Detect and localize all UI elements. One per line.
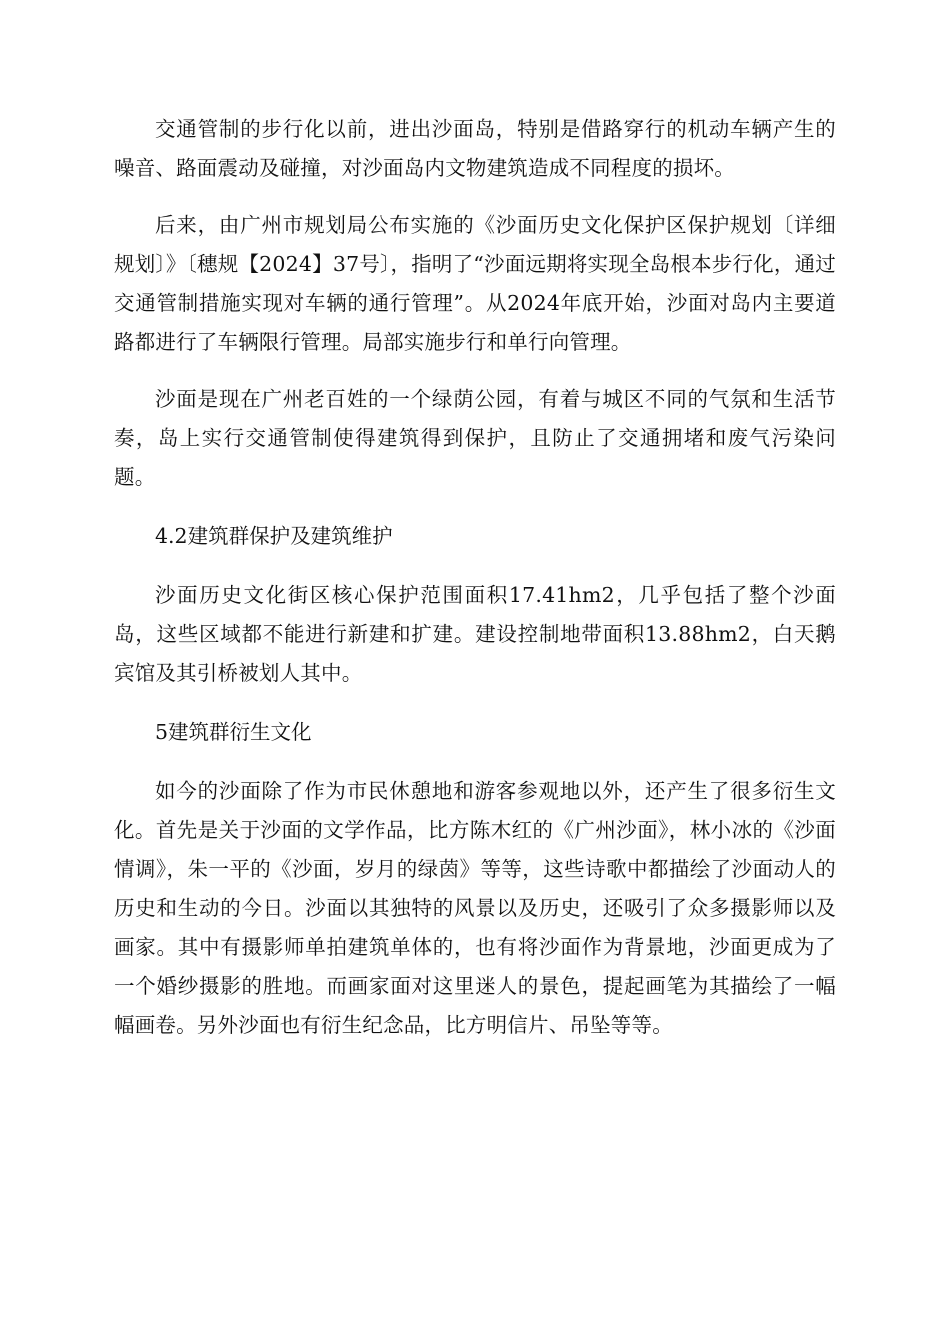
section-heading-5: 5建筑群衍生文化	[155, 720, 312, 744]
paragraph-protection-area: 沙面历史文化街区核心保护范围面积17.41hm2，几乎包括了整个沙面岛，这些区域都不能进行新建和扩建。建设控制地带面积13.88hm2，白天鹅宾馆及其引桥被划人其中。	[114, 583, 836, 685]
paragraph-derived-culture: 如今的沙面除了作为市民休憩地和游客参观地以外，还产生了很多衍生文化。首先是关于沙面的文学作品，比方陈木红的《广州沙面》，林小冰的《沙面情调》，朱一平的《沙面，岁月的绿茵》等等，这些诗歌中都描绘了沙面动人的历史和生动的今日。沙面以其独特的风景以及历史，还吸引了众多摄影师以及画家。其中有摄影师单拍建筑单体的，也有将沙面作为背景地，沙面更成为了一个婚纱摄影的胜地。而画家面对这里迷人的景色，提起画笔为其描绘了一幅幅画卷。另外沙面也有衍生纪念品，比方明信片、吊坠等等。	[114, 779, 836, 1037]
section-heading-4-2: 4.2建筑群保护及建筑维护	[155, 524, 393, 548]
paragraph-green-park: 沙面是现在广州老百姓的一个绿荫公园，有着与城区不同的气氛和生活节奏，岛上实行交通管制使得建筑得到保护，且防止了交通拥堵和废气污染问题。	[114, 387, 836, 489]
paragraph-planning-regulation: 后来，由广州市规划局公布实施的《沙面历史文化保护区保护规划〔详细规划〕》〔穗规【2024】37号〕，指明了“沙面远期将实现全岛根本步行化，通过交通管制措施实现对车辆的通行管理”。从2024年底开始，沙面对岛内主要道路都进行了车辆限行管理。局部实施步行和单行向管理。	[114, 213, 836, 354]
paragraph-traffic-damage: 交通管制的步行化以前，进出沙面岛，特别是借路穿行的机动车辆产生的噪音、路面震动及碰撞，对沙面岛内文物建筑造成不同程度的损坏。	[114, 117, 836, 180]
document-body	[114, 110, 836, 1045]
